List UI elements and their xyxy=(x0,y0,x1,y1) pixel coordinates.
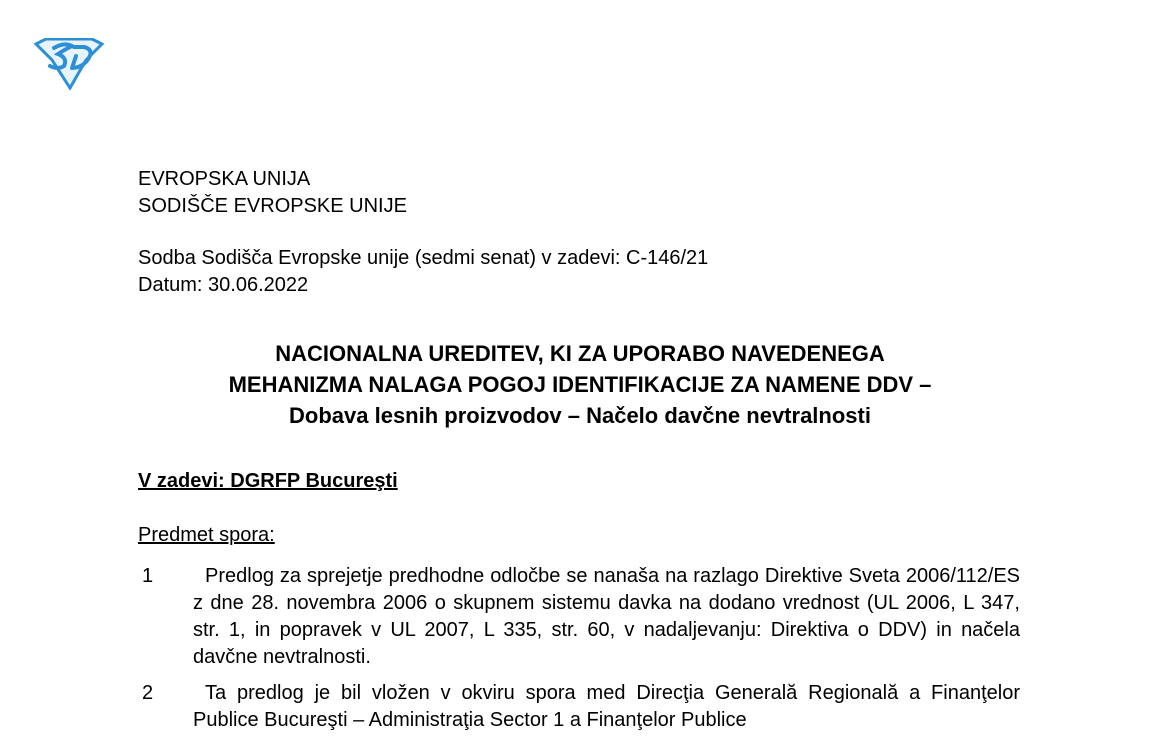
paragraph-number: 2 xyxy=(142,682,154,704)
header-line-union: EVROPSKA UNIJA xyxy=(138,168,311,190)
court-header xyxy=(138,166,407,220)
title-line-2: MEHANIZMA NALAGA POGOJ IDENTIFIKACIJE ZA NAMENE DDV – xyxy=(228,372,932,397)
paragraph-number: 1 xyxy=(142,565,154,587)
header-line-court: SODIŠČE EVROPSKE UNIJE xyxy=(138,195,407,217)
subject-heading: Predmet spora: xyxy=(138,524,275,546)
judgment-reference: Sodba Sodišča Evropske unije (sedmi senat) v zadevi: C-146/21 xyxy=(138,247,709,269)
title-line-3: Dobava lesnih proizvodov – Načelo davčne nevtralnosti xyxy=(289,403,871,428)
paragraph-text: Ta predlog je bil vložen v okviru spora med Direcţia Generală Regională a Finanţelor Publice Bucureşti – Administraţia Sector 1 a Finanţelor Publice xyxy=(193,682,1020,731)
paragraph xyxy=(138,680,1020,734)
paragraph-text: Predlog za sprejetje predhodne odločbe se nanaša na razlago Direktive Sveta 2006/112/ES z dne 28. novembra 2006 o skupnem sistemu davka na dodano vrednost (UL 2006, L 347, str. 1, in popravek v UL 2007, L 335, str. 60, v nadaljevanju: Direktiva o DDV) in načela davčne nevtralnosti. xyxy=(193,565,1020,668)
case-label: V zadevi: DGRFP Bucureşti xyxy=(138,470,398,492)
judgment-meta xyxy=(138,245,708,299)
court-shield-logo-icon xyxy=(34,38,104,90)
document-title xyxy=(138,338,1022,431)
paragraph xyxy=(138,563,1020,671)
judgment-date: Datum: 30.06.2022 xyxy=(138,274,309,296)
title-line-1: NACIONALNA UREDITEV, KI ZA UPORABO NAVEDENEGA xyxy=(275,341,885,366)
